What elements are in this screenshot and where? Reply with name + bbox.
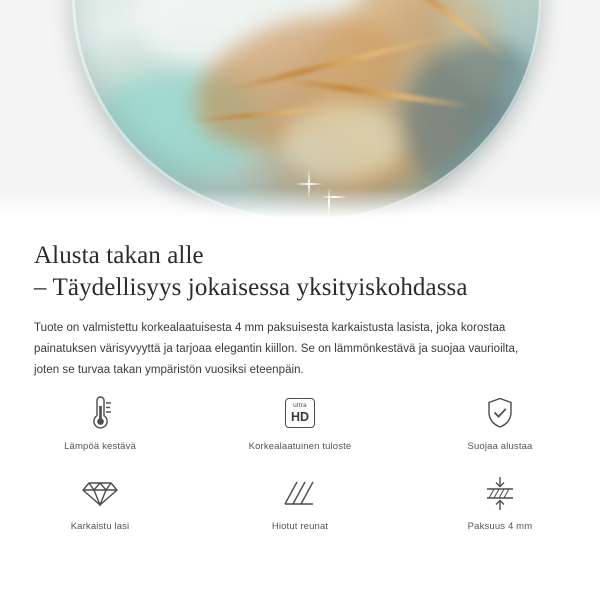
- feature-label: Paksuus 4 mm: [467, 521, 533, 532]
- feature-item-surface-protection: [400, 392, 600, 464]
- gold-streak: [368, 0, 506, 60]
- gold-streak: [225, 32, 450, 93]
- polished-edges-icon: [282, 472, 318, 514]
- feature-grid: [0, 392, 600, 544]
- hero-image: [0, 0, 600, 222]
- thermometer-icon: [83, 392, 117, 434]
- feature-label: Hiotut reunat: [271, 521, 329, 532]
- thickness-arrows-icon: [482, 472, 518, 514]
- hero-fade-overlay: [0, 188, 600, 222]
- feature-label: Lämpöä kestävä: [64, 441, 136, 452]
- shield-check-icon: [483, 392, 517, 434]
- gold-streak: [283, 77, 472, 109]
- marble-swirl: [179, 0, 416, 172]
- feature-item-print-quality: [200, 392, 400, 464]
- headline-line-1: Alusta takan alle: [34, 242, 204, 269]
- headline-line-2: – Täydellisyys jokaisessa yksityiskohdassa: [34, 274, 468, 301]
- badge-top-text: ultra: [293, 402, 307, 409]
- badge-bottom-text: HD: [290, 409, 310, 424]
- feature-item-heat-resistant: [0, 392, 200, 464]
- diamond-icon: [81, 472, 119, 514]
- feature-label: Suojaa alustaa: [467, 441, 533, 452]
- marble-swirl: [121, 0, 383, 86]
- gold-streak: [192, 105, 342, 122]
- feature-label: Karkaistu lasi: [70, 521, 130, 532]
- feature-label: Korkealaatuinen tuloste: [248, 441, 352, 452]
- marble-swirl: [92, 72, 262, 182]
- marble-swirl: [402, 42, 542, 202]
- ultra-hd-badge-icon: [285, 392, 315, 434]
- text-content: [0, 222, 600, 381]
- page-title: [0, 222, 600, 304]
- feature-item-polished-edges: [200, 472, 400, 544]
- feature-item-tempered-glass: [0, 472, 200, 544]
- marble-swirl: [282, 102, 402, 182]
- feature-item-thickness: [400, 472, 600, 544]
- body-paragraph: Tuote on valmistettu korkealaatuisesta 4 mm paksuisesta karkaistusta lasista, joka korostaa painatuksen värisyvyyttä ja tarjoaa elegantin kiillon. Se on lämmönkestävä ja suojaa vaurioilta, joten se turvaa takan ympäristön vuosiksi eteenpäin.: [34, 322, 519, 376]
